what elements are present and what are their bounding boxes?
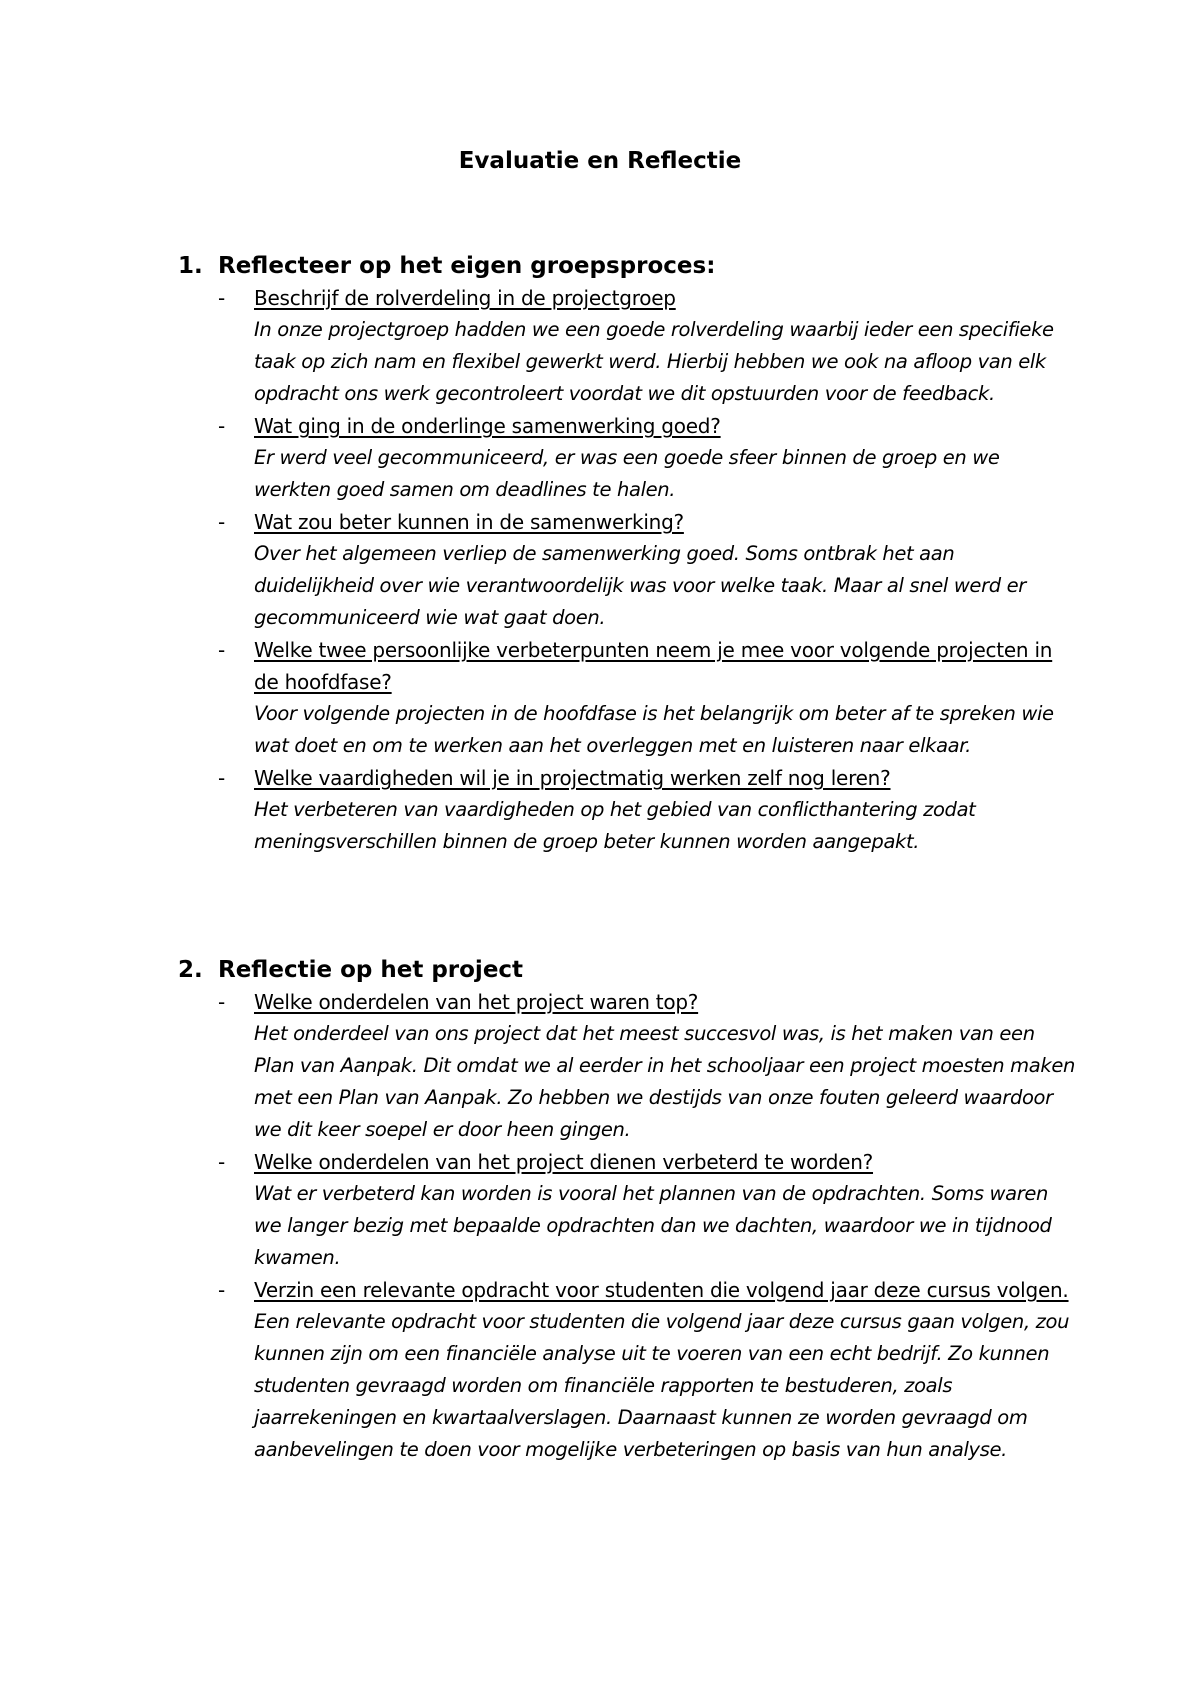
question-text: Wat ging in de onderlinge samenwerking goed? bbox=[254, 414, 721, 438]
list-item bbox=[178, 410, 1078, 506]
section-title: Reflecteer op het eigen groepsproces: bbox=[218, 253, 716, 279]
list-item bbox=[178, 634, 1078, 762]
question-text: Welke vaardigheden wil je in projectmatig werken zelf nog leren? bbox=[254, 766, 891, 790]
section-number: 1. bbox=[178, 253, 203, 279]
answer-text: Wat er verbeterd kan worden is vooral het plannen van de opdrachten. Soms waren we langer bezig met bepaalde opdrachten dan we dachten, waardoor we in tijdnood kwamen. bbox=[254, 1182, 1052, 1269]
section-heading bbox=[178, 954, 1078, 986]
section-title: Reflectie op het project bbox=[218, 957, 524, 983]
section-group-process bbox=[178, 250, 1078, 858]
dash-bullet: - bbox=[218, 510, 226, 534]
dash-bullet: - bbox=[218, 1278, 226, 1302]
question-text: Welke onderdelen van het project waren top? bbox=[254, 990, 699, 1014]
list-item bbox=[178, 282, 1078, 410]
dash-bullet: - bbox=[218, 990, 226, 1014]
list-item bbox=[178, 1146, 1078, 1274]
dash-bullet: - bbox=[218, 286, 226, 310]
section-heading bbox=[178, 250, 1078, 282]
list-item bbox=[178, 506, 1078, 634]
dash-bullet: - bbox=[218, 766, 226, 790]
document-title: Evaluatie en Reflectie bbox=[458, 148, 742, 174]
answer-text: In onze projectgroep hadden we een goede rolverdeling waarbij ieder een specifieke taak op zich nam en flexibel gewerkt werd. Hierbij hebben we ook na afloop van elk opdracht ons werk gecontroleert voordat we dit opstuurden voor de feedback. bbox=[254, 318, 1054, 405]
answer-text: Voor volgende projecten in de hoofdfase is het belangrijk om beter af te spreken wie wat doet en om te werken aan het overleggen met en luisteren naar elkaar. bbox=[254, 702, 1054, 757]
list-item bbox=[178, 1274, 1078, 1466]
question-text: Verzin een relevante opdracht voor studenten die volgend jaar deze cursus volgen. bbox=[254, 1278, 1069, 1302]
dash-bullet: - bbox=[218, 638, 226, 662]
answer-text: Over het algemeen verliep de samenwerking goed. Soms ontbrak het aan duidelijkheid over wie verantwoordelijk was voor welke taak. Maar al snel werd er gecommuniceerd wie wat gaat doen. bbox=[254, 542, 1026, 629]
section-number: 2. bbox=[178, 957, 203, 983]
question-list bbox=[178, 282, 1078, 858]
dash-bullet: - bbox=[218, 1150, 226, 1174]
question-list bbox=[178, 986, 1078, 1466]
question-text: Welke onderdelen van het project dienen verbeterd te worden? bbox=[254, 1150, 874, 1174]
list-item bbox=[178, 986, 1078, 1146]
list-item bbox=[178, 762, 1078, 858]
answer-text: Het verbeteren van vaardigheden op het gebied van conflicthantering zodat meningsverschillen binnen de groep beter kunnen worden aangepakt. bbox=[254, 798, 976, 853]
question-text: Welke twee persoonlijke verbeterpunten neem je mee voor volgende projecten in de hoofdfase? bbox=[254, 638, 1053, 694]
question-text: Beschrijf de rolverdeling in de projectgroep bbox=[254, 286, 676, 310]
section-project-reflection bbox=[178, 954, 1078, 1466]
answer-text: Er werd veel gecommuniceerd, er was een goede sfeer binnen de groep en we werkten goed samen om deadlines te halen. bbox=[254, 446, 1000, 501]
dash-bullet: - bbox=[218, 414, 226, 438]
answer-text: Het onderdeel van ons project dat het meest succesvol was, is het maken van een Plan van Aanpak. Dit omdat we al eerder in het schooljaar een project moesten maken met een Plan van Aanpak. Zo hebben we destijds van onze fouten geleerd waardoor we dit keer soepel er door heen gingen. bbox=[254, 1022, 1075, 1141]
question-text: Wat zou beter kunnen in de samenwerking? bbox=[254, 510, 684, 534]
answer-text: Een relevante opdracht voor studenten die volgend jaar deze cursus gaan volgen, zou kunnen zijn om een financiële analyse uit te voeren van een echt bedrijf. Zo kunnen studenten gevraagd worden om financiële rapporten te bestuderen, zoals jaarrekeningen en kwartaalverslagen. Daarnaast kunnen ze worden gevraagd om aanbevelingen te doen voor mogelijke verbeteringen op basis van hun analyse. bbox=[254, 1310, 1070, 1461]
